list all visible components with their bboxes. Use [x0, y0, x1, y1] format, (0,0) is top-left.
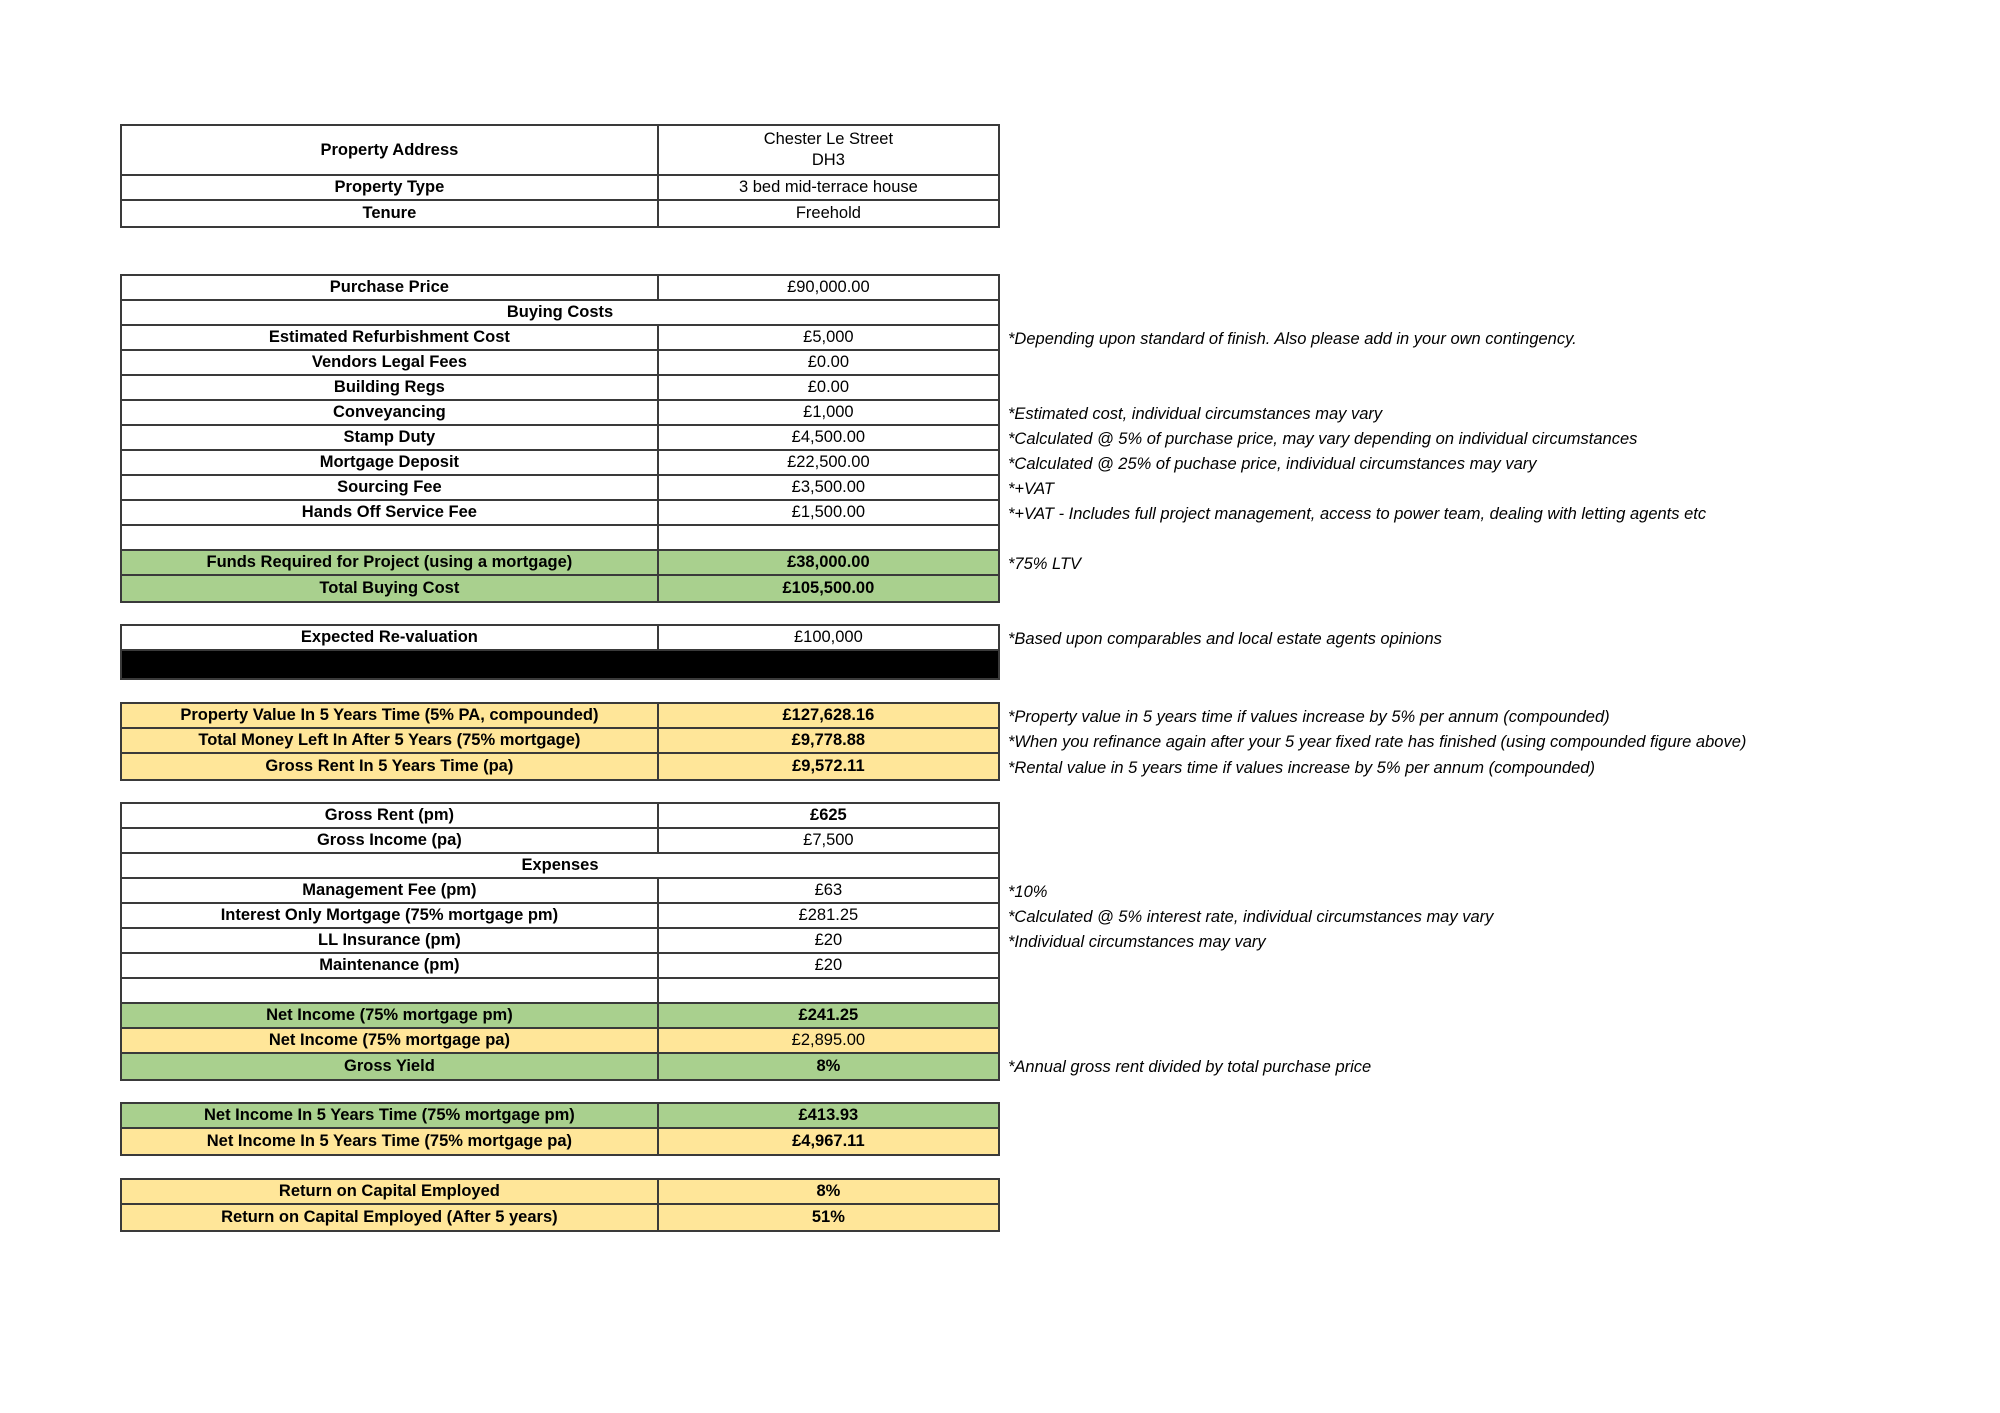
- hands-off-service-fee-label: Hands Off Service Fee: [122, 501, 659, 524]
- table-row[interactable]: [122, 376, 998, 401]
- tenure-label: Tenure: [122, 201, 659, 226]
- table-row[interactable]: [122, 326, 998, 351]
- net-income-5yr-pa-value: £4,967.11: [659, 1129, 998, 1154]
- funds-required-label: Funds Required for Project (using a mortgage): [122, 551, 659, 574]
- table-row[interactable]: [122, 1054, 998, 1079]
- purchase-price-value: £90,000.00: [787, 278, 870, 297]
- interest-only-mortgage-value: £281.25: [798, 906, 859, 925]
- address-line-1: Chester Le Street: [763, 130, 894, 149]
- refurbishment-cost-value: £5,000: [803, 328, 854, 347]
- gross-yield-value: 8%: [659, 1054, 998, 1079]
- table-row[interactable]: [122, 126, 998, 176]
- total-buying-cost-label: Total Buying Cost: [122, 576, 659, 601]
- roce-value: 8%: [659, 1180, 998, 1203]
- net-income-5yr-pm-value: £413.93: [659, 1104, 998, 1127]
- table-row[interactable]: [122, 954, 998, 979]
- table-row[interactable]: [122, 176, 998, 201]
- sourcing-fee-label: Sourcing Fee: [122, 476, 659, 499]
- table-row[interactable]: [122, 754, 998, 779]
- note-hands-off-service-fee: *+VAT - Includes full project management, access to power team, dealing with letting agents etc: [1008, 505, 1707, 523]
- note-refurbishment: *Depending upon standard of finish. Also please add in your own contingency.: [1008, 330, 1577, 348]
- management-fee-value: £63: [814, 881, 843, 900]
- gross-rent-pm-value: £625: [810, 806, 847, 825]
- roce-5yr-label: Return on Capital Employed (After 5 years): [122, 1205, 659, 1230]
- vendors-legal-fees-label: Vendors Legal Fees: [122, 351, 659, 374]
- table-row[interactable]: [122, 1129, 998, 1154]
- redacted-row: [122, 651, 998, 678]
- mortgage-deposit-value: £22,500.00: [787, 453, 870, 472]
- net-income-pa-value: £2,895.00: [659, 1029, 998, 1052]
- expenses-section-header: [122, 854, 998, 879]
- total-buying-cost-value: £105,500.00: [659, 576, 998, 601]
- table-row[interactable]: [122, 704, 998, 729]
- property-address-label: Property Address: [122, 126, 659, 174]
- table-row[interactable]: [122, 351, 998, 376]
- gross-yield-label: Gross Yield: [122, 1054, 659, 1079]
- table-row[interactable]: [122, 1205, 998, 1230]
- net-income-5yr-pa-label: Net Income In 5 Years Time (75% mortgage pa): [122, 1129, 659, 1154]
- gross-income-pa-label: Gross Income (pa): [122, 829, 659, 852]
- note-management-fee: *10%: [1008, 883, 1048, 901]
- building-regs-label: Building Regs: [122, 376, 659, 399]
- table-row[interactable]: [122, 576, 998, 601]
- gross-rent-pm-label: Gross Rent (pm): [122, 804, 659, 827]
- note-gross-rent-5yr: *Rental value in 5 years time if values increase by 5% per annum (compounded): [1008, 759, 1595, 777]
- mortgage-deposit-label: Mortgage Deposit: [122, 451, 659, 474]
- net-income-pa-label: Net Income (75% mortgage pa): [122, 1029, 659, 1052]
- management-fee-label: Management Fee (pm): [122, 879, 659, 902]
- buying-costs-table: [120, 274, 1000, 603]
- net-income-5yr-pm-label: Net Income In 5 Years Time (75% mortgage pm): [122, 1104, 659, 1127]
- vendors-legal-fees-value: £0.00: [807, 353, 850, 372]
- income-expenses-table: [120, 802, 1000, 1081]
- roce-table: [120, 1178, 1000, 1232]
- property-type-label: Property Type: [122, 176, 659, 199]
- note-mortgage-deposit: *Calculated @ 25% of puchase price, individual circumstances may vary: [1008, 455, 1537, 473]
- gross-rent-5yr-value: £9,572.11: [659, 754, 998, 779]
- table-row[interactable]: [122, 729, 998, 754]
- spacer-row: [122, 979, 998, 1004]
- table-row[interactable]: [122, 1104, 998, 1129]
- spacer-row: [122, 526, 998, 551]
- table-row[interactable]: [122, 476, 998, 501]
- table-row[interactable]: [122, 451, 998, 476]
- property-value-5yr-label: Property Value In 5 Years Time (5% PA, compounded): [122, 704, 659, 727]
- redacted-content: [122, 651, 998, 678]
- net-income-pm-label: Net Income (75% mortgage pm): [122, 1004, 659, 1027]
- note-stamp-duty: *Calculated @ 5% of purchase price, may vary depending on individual circumstances: [1008, 430, 1638, 448]
- table-row[interactable]: [122, 1029, 998, 1054]
- five-year-projection-table: [120, 702, 1000, 781]
- expenses-header-label: Expenses: [521, 856, 599, 875]
- buying-costs-section-header: [122, 301, 998, 326]
- table-row[interactable]: [122, 904, 998, 929]
- purchase-price-label: Purchase Price: [122, 276, 659, 299]
- note-money-left-5yr: *When you refinance again after your 5 year fixed rate has finished (using compounded figure above): [1008, 733, 1747, 751]
- roce-5yr-value: 51%: [659, 1205, 998, 1230]
- note-property-value-5yr: *Property value in 5 years time if values increase by 5% per annum (compounded): [1008, 708, 1610, 726]
- gross-rent-5yr-label: Gross Rent In 5 Years Time (pa): [122, 754, 659, 779]
- note-conveyancing: *Estimated cost, individual circumstances may vary: [1008, 405, 1383, 423]
- net-income-pm-value: £241.25: [659, 1004, 998, 1027]
- table-row[interactable]: [122, 276, 998, 301]
- note-funds-required: *75% LTV: [1008, 555, 1082, 573]
- table-row[interactable]: [122, 501, 998, 526]
- money-left-5yr-value: £9,778.88: [659, 729, 998, 752]
- note-gross-yield: *Annual gross rent divided by total purchase price: [1008, 1058, 1372, 1076]
- conveyancing-value: £1,000: [803, 403, 854, 422]
- property-address-value: [659, 126, 998, 174]
- property-details-table: [120, 124, 1000, 228]
- gross-income-pa-value: £7,500: [803, 831, 854, 850]
- building-regs-value: £0.00: [807, 378, 850, 397]
- ll-insurance-value: £20: [814, 931, 843, 950]
- table-row[interactable]: [122, 1004, 998, 1029]
- note-ll-insurance: *Individual circumstances may vary: [1008, 933, 1266, 951]
- table-row[interactable]: [122, 879, 998, 904]
- refurbishment-cost-label: Estimated Refurbishment Cost: [122, 326, 659, 349]
- expected-revaluation-label: Expected Re-valuation: [122, 626, 659, 649]
- stamp-duty-value: £4,500.00: [791, 428, 866, 447]
- property-value-5yr-value: £127,628.16: [659, 704, 998, 727]
- five-year-net-income-table: [120, 1102, 1000, 1156]
- tenure-value: Freehold: [795, 204, 861, 223]
- table-row[interactable]: [122, 626, 998, 651]
- money-left-5yr-label: Total Money Left In After 5 Years (75% mortgage): [122, 729, 659, 752]
- sourcing-fee-value: £3,500.00: [791, 478, 866, 497]
- revaluation-table: [120, 624, 1000, 680]
- table-row[interactable]: [122, 1180, 998, 1205]
- table-row[interactable]: [122, 829, 998, 854]
- table-row[interactable]: [122, 426, 998, 451]
- interest-only-mortgage-label: Interest Only Mortgage (75% mortgage pm): [122, 904, 659, 927]
- hands-off-service-fee-value: £1,500.00: [791, 503, 866, 522]
- table-row[interactable]: [122, 201, 998, 226]
- property-type-value: 3 bed mid-terrace house: [738, 178, 918, 197]
- conveyancing-label: Conveyancing: [122, 401, 659, 424]
- table-row[interactable]: [122, 551, 998, 576]
- note-sourcing-fee: *+VAT: [1008, 480, 1055, 498]
- note-interest-only-mortgage: *Calculated @ 5% interest rate, individual circumstances may vary: [1008, 908, 1494, 926]
- funds-required-value: £38,000.00: [659, 551, 998, 574]
- maintenance-label: Maintenance (pm): [122, 954, 659, 977]
- ll-insurance-label: LL Insurance (pm): [122, 929, 659, 952]
- table-row[interactable]: [122, 804, 998, 829]
- stamp-duty-label: Stamp Duty: [122, 426, 659, 449]
- expected-revaluation-value: £100,000: [793, 628, 863, 647]
- roce-label: Return on Capital Employed: [122, 1180, 659, 1203]
- address-line-2: DH3: [811, 151, 845, 169]
- buying-costs-header-label: Buying Costs: [506, 303, 614, 322]
- maintenance-value: £20: [814, 956, 843, 975]
- table-row[interactable]: [122, 401, 998, 426]
- table-row[interactable]: [122, 929, 998, 954]
- note-expected-revaluation: *Based upon comparables and local estate agents opinions: [1008, 630, 1442, 648]
